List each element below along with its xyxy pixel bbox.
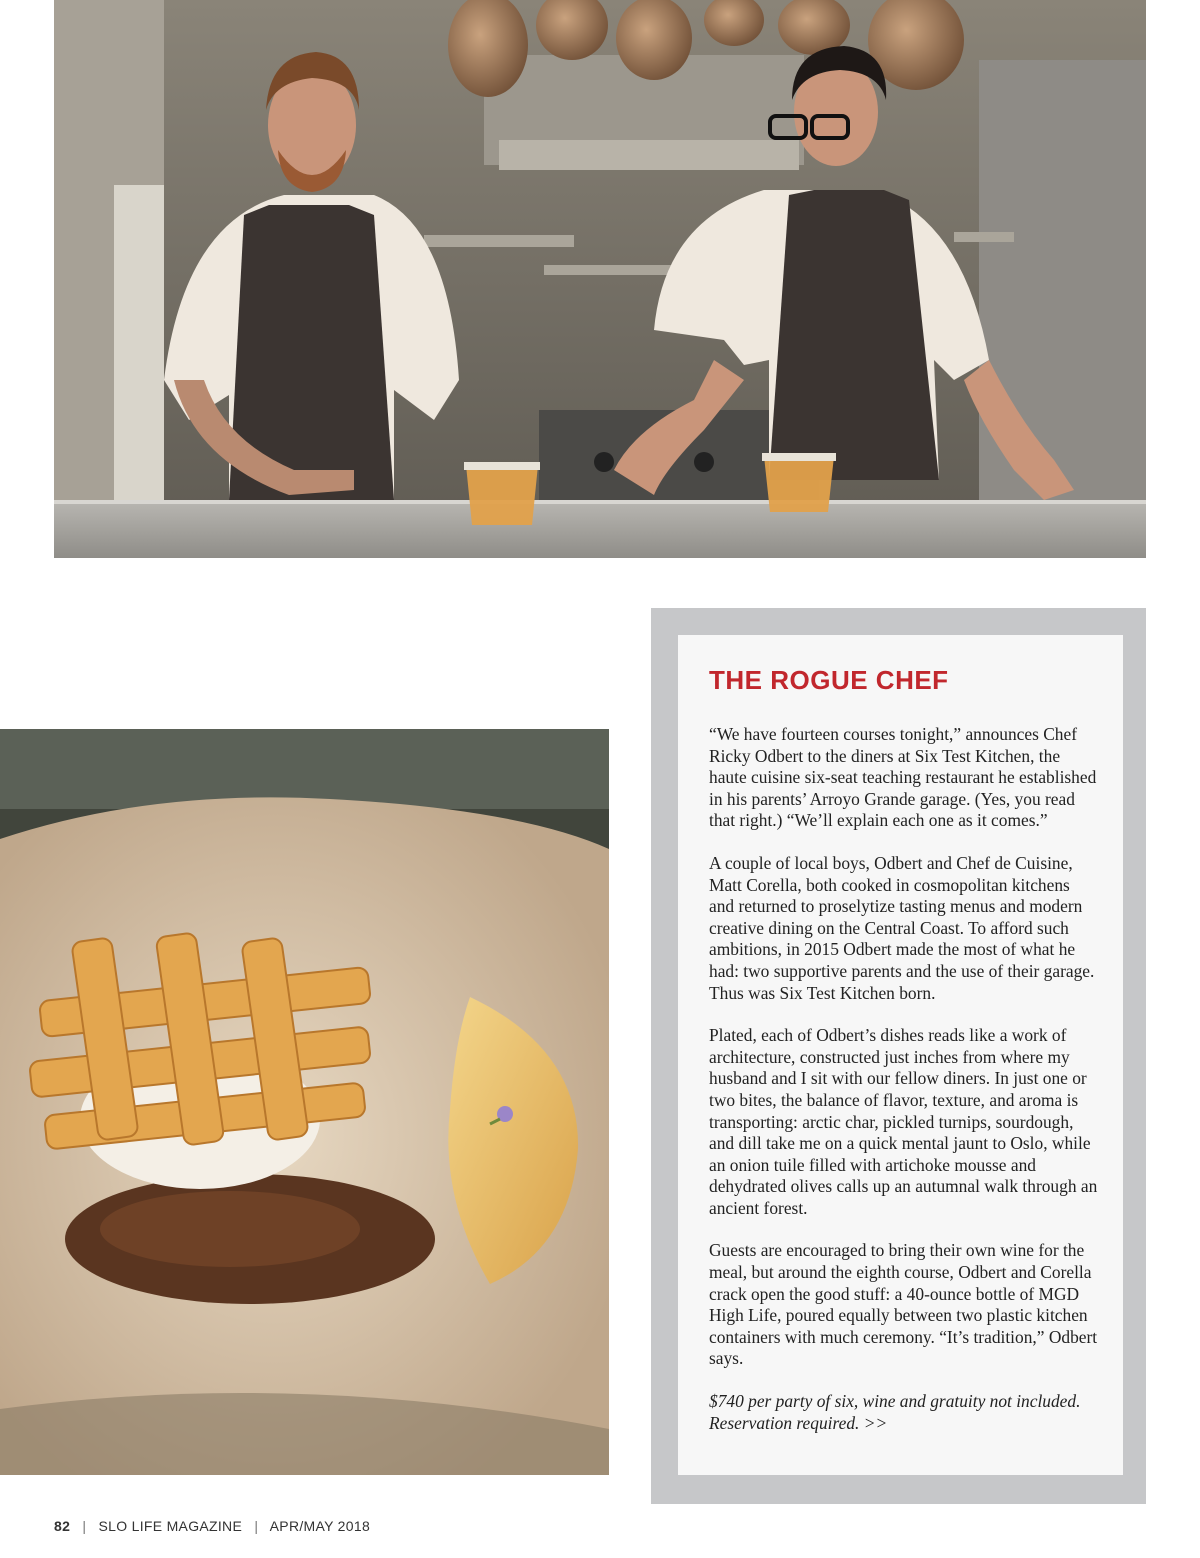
page-number: 82 — [54, 1518, 71, 1534]
article-title: THE ROGUE CHEF — [709, 665, 949, 695]
photo-chefs-kitchen — [54, 0, 1146, 558]
photo-dessert-plate — [0, 729, 609, 1475]
sidebar-article — [678, 635, 1123, 1475]
footer-separator: | — [82, 1518, 87, 1534]
price-note: $740 per party of six, wine and gratuity not included. Reservation required. >> — [709, 1391, 1081, 1433]
magazine-name: SLO LIFE MAGAZINE — [98, 1518, 243, 1534]
article-paragraph: Guests are encouraged to bring their own wine for the meal, but around the eighth course, Odbert and Corella crack open the good stuff: a 40-ounce bottle of MGD High Life, poured equally between two plastic kitchen containers with much ceremony. “It’s tradition,” Odbert says. — [709, 1240, 1098, 1369]
issue-date: APR/MAY 2018 — [269, 1518, 371, 1534]
article-paragraph: A couple of local boys, Odbert and Chef de Cuisine, Matt Corella, both cooked in cosmopolitan kitchens and returned to proselytize tasting menus and modern creative dining on the Central Coast. To afford such ambitions, in 2015 Odbert made the most of what he had: two supportive parents and the use of their garage. Thus was Six Test Kitchen born. — [709, 852, 1095, 1003]
sidebar-frame — [651, 608, 1146, 1504]
footer-separator: | — [254, 1518, 259, 1534]
page-footer — [54, 1518, 370, 1534]
article-paragraph: “We have fourteen courses tonight,” announces Chef Ricky Odbert to the diners at Six Test Kitchen, the haute cuisine six-seat teaching restaurant he established in his parents’ Arroyo Grande garage. (Yes, you read that right.) “We’ll explain each one as it comes.” — [709, 724, 1097, 831]
article-paragraph: Plated, each of Odbert’s dishes reads like a work of architecture, constructed just inches from where my husband and I sit with our fellow diners. In just one or two bites, the balance of flavor, texture, and aroma is transporting: arctic char, pickled turnips, sourdough, and dill take me on a quick mental jaunt to Oslo, while an onion tuile filled with artichoke mousse and dehydrated olives calls up an autumnal walk through an ancient forest. — [709, 1025, 1098, 1218]
